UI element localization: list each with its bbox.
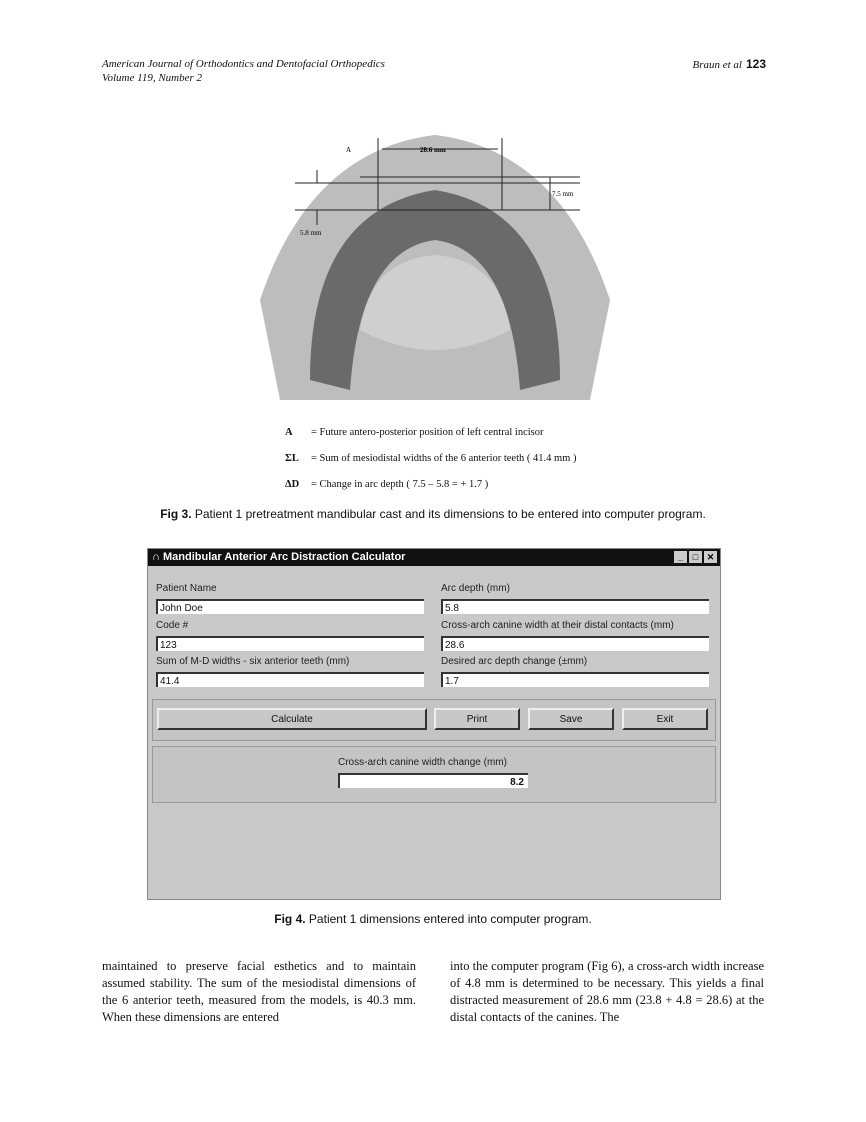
exit-button[interactable]: Exit	[622, 708, 708, 730]
label: Sum of M-D widths - six anterior teeth (mm)	[156, 656, 350, 667]
running-header	[102, 57, 385, 85]
calculate-button[interactable]: Calculate	[157, 708, 427, 730]
label: Cross-arch canine width at their distal contacts (mm)	[441, 620, 674, 631]
print-button[interactable]: Print	[434, 708, 520, 730]
body-column-2: into the computer program (Fig 6), a cross-arch width increase of 4.8 mm is determined to be necessary. This yields a final distracted measurement of 28.6 mm (23.8 + 4.8 = 28.6) at the distal contacts of the canines. The	[450, 959, 764, 1024]
figure-3	[250, 130, 620, 500]
figure-3-caption: Fig 3. Patient 1 pretreatment mandibular cast and its dimensions to be entered into computer program.	[160, 507, 706, 521]
calculator-window	[147, 548, 721, 900]
close-icon[interactable]: ✕	[704, 551, 717, 563]
arc-depth-input[interactable]: 5.8	[441, 599, 709, 614]
label: Desired arc depth change (±mm)	[441, 656, 588, 667]
body-column-1: maintained to preserve facial esthetics and to maintain assumed stability. The sum of the mesiodistal dimensions of the 6 anterior teeth, measured from the models, is 40.3 mm. When these dimensions are entered	[102, 959, 416, 1024]
width-annotation: 28.6 mm	[420, 146, 446, 154]
code-input[interactable]: 123	[156, 636, 424, 651]
dental-cast-image	[250, 130, 620, 410]
depth-annotation: 7.5 mm	[552, 190, 574, 198]
label: Code #	[156, 620, 189, 631]
result-label: Cross-arch canine width change (mm)	[338, 757, 507, 768]
figure-legend: A = Future antero-posterior position of left central incisor ΣL = Sum of mesiodistal widths of the 6 anterior teeth ( 41.4 mm ) ΔD = Change in arc depth ( 7.5 – 5.8 = + 1.7 )	[285, 427, 577, 490]
author: Braun et al	[692, 59, 742, 71]
figure-4-caption: Fig 4. Patient 1 dimensions entered into computer program.	[274, 912, 592, 926]
minimize-icon[interactable]: _	[674, 551, 687, 563]
save-button[interactable]: Save	[528, 708, 614, 730]
md-widths-input[interactable]: 41.4	[156, 672, 424, 687]
canine-width-input[interactable]: 28.6	[441, 636, 709, 651]
page-header-right	[692, 57, 766, 72]
title-bar: ∩ Mandibular Anterior Arc Distraction Calculator _ □ ✕	[148, 549, 720, 566]
arc-depth-change-input[interactable]: 1.7	[441, 672, 709, 687]
journal-name: American Journal of Orthodontics and Dentofacial Orthopedics	[102, 58, 385, 70]
patient-name-input[interactable]: John Doe	[156, 599, 424, 614]
maximize-icon[interactable]: □	[689, 551, 702, 563]
page-number: 123	[745, 57, 766, 71]
point-a-annotation: A	[346, 146, 352, 154]
label: Arc depth (mm)	[441, 583, 510, 594]
depth2-annotation: 5.8 mm	[300, 229, 322, 237]
volume: Volume 119, Number 2	[102, 72, 203, 84]
result-output: 8.2	[338, 773, 528, 788]
label: Patient Name	[156, 583, 217, 594]
